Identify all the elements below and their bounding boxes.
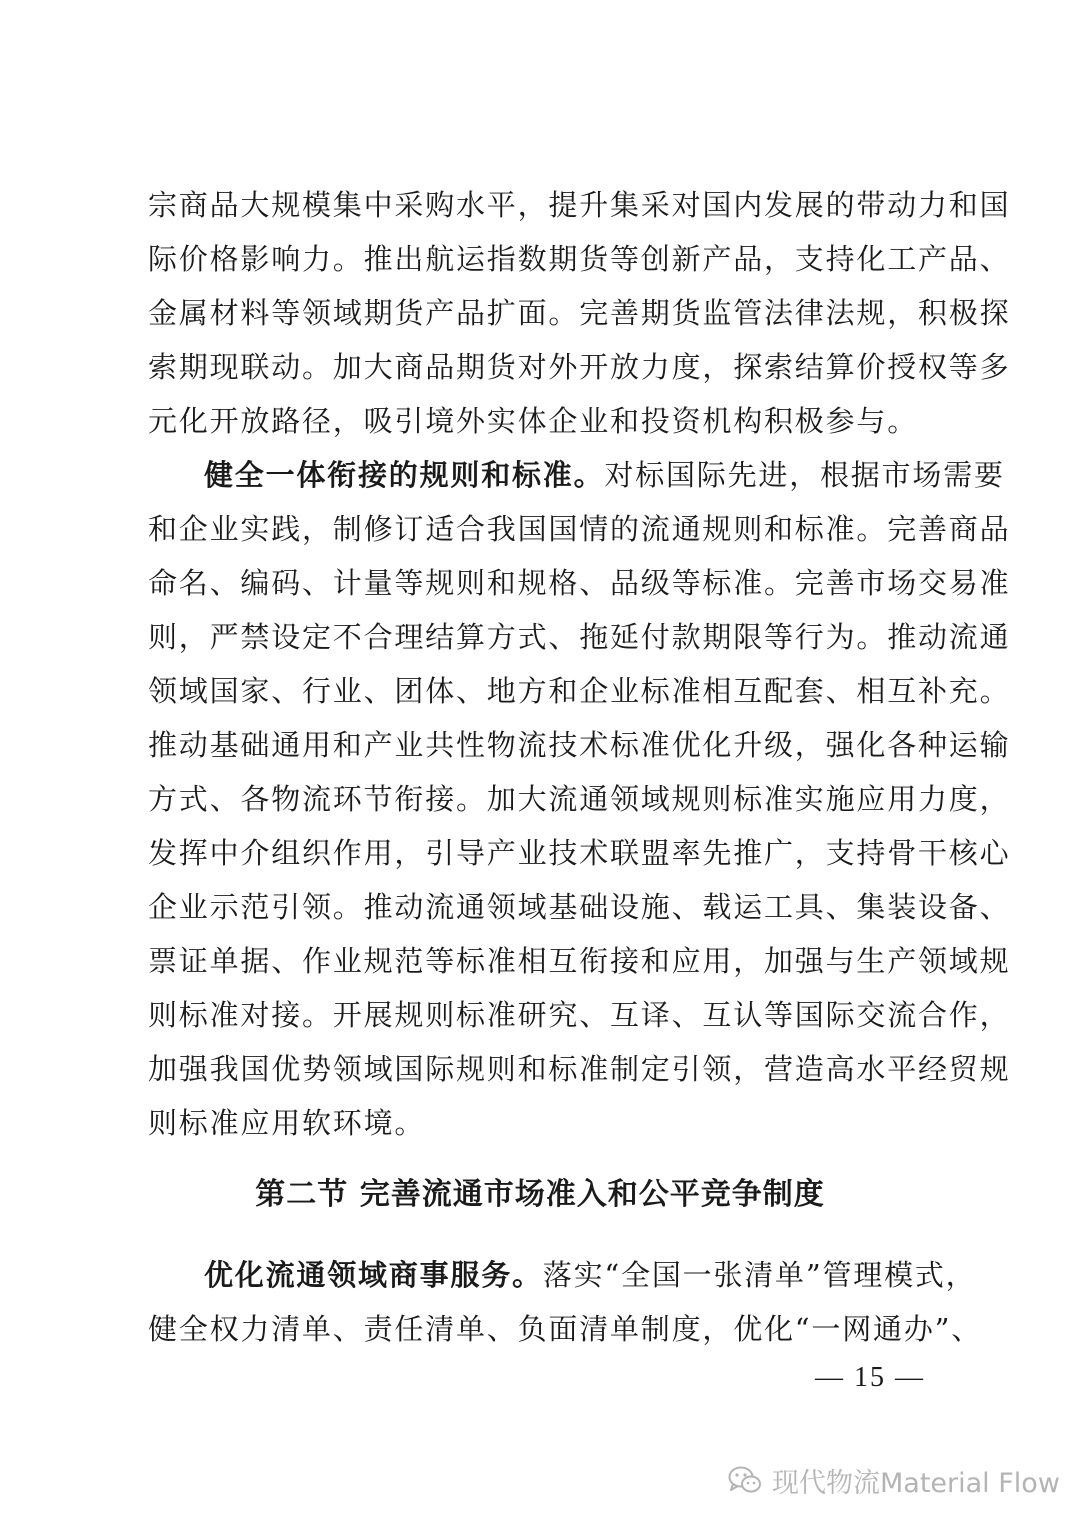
text-line: 际价格影响力。推出航运指数期货等创新产品，支持化工产品、	[148, 242, 1011, 276]
paragraph-lead-heading: 健全一体衔接的规则和标准。	[204, 458, 605, 492]
text-run: 落实“全国一张清单”管理模式，	[542, 1258, 977, 1292]
text-line: 健全权力清单、责任清单、负面清单制度，优化“一网通办”、	[148, 1312, 983, 1346]
watermark	[728, 1458, 1060, 1502]
text-line: 和企业实践，制修订适合我国国情的流通规则和标准。完善商品	[148, 512, 1011, 546]
page-number: — 15 —	[815, 1362, 925, 1393]
wechat-icon	[728, 1465, 762, 1495]
text-line: 票证单据、作业规范等标准相互衔接和应用，加强与生产领域规	[148, 944, 1011, 978]
paragraph-first-line	[204, 1248, 977, 1302]
text-line: 企业示范引领。推动流通领域基础设施、载运工具、集装设备、	[148, 890, 1011, 924]
text-line: 则，严禁设定不合理结算方式、拖延付款期限等行为。推动流通	[148, 620, 1011, 654]
text-line: 则标准对接。开展规则标准研究、互译、互认等国际交流合作，	[148, 998, 1011, 1032]
paragraph-lead-heading: 优化流通领域商事服务。	[204, 1258, 543, 1292]
text-line: 领域国家、行业、团体、地方和企业标准相互配套、相互补充。	[148, 674, 1011, 708]
section-heading: 第二节 完善流通市场准入和公平竞争制度	[255, 1177, 825, 1212]
paragraph-first-line	[204, 448, 1005, 502]
text-line: 方式、各物流环节衔接。加大流通领域规则标准实施应用力度，	[148, 782, 1011, 816]
text-line: 金属材料等领域期货产品扩面。完善期货监管法律法规，积极探	[148, 296, 1011, 330]
text-line: 宗商品大规模集中采购水平，提升集采对国内发展的带动力和国	[148, 188, 1011, 222]
text-run: 对标国际先进，根据市场需要	[604, 458, 1005, 492]
text-line: 推动基础通用和产业共性物流技术标准优化升级，强化各种运输	[148, 728, 1011, 762]
text-line: 则标准应用软环境。	[148, 1106, 426, 1140]
text-line: 发挥中介组织作用，引导产业技术联盟率先推广，支持骨干核心	[148, 836, 1011, 870]
text-line: 索期现联动。加大商品期货对外开放力度，探索结算价授权等多	[148, 350, 1011, 384]
text-line: 加强我国优势领域国际规则和标准制定引领，营造高水平经贸规	[148, 1052, 1011, 1086]
text-line: 元化开放路径，吸引境外实体企业和投资机构积极参与。	[148, 404, 919, 438]
watermark-text: 现代物流Material Flow	[772, 1467, 1060, 1499]
text-line: 命名、编码、计量等规则和规格、品级等标准。完善市场交易准	[148, 566, 1011, 600]
